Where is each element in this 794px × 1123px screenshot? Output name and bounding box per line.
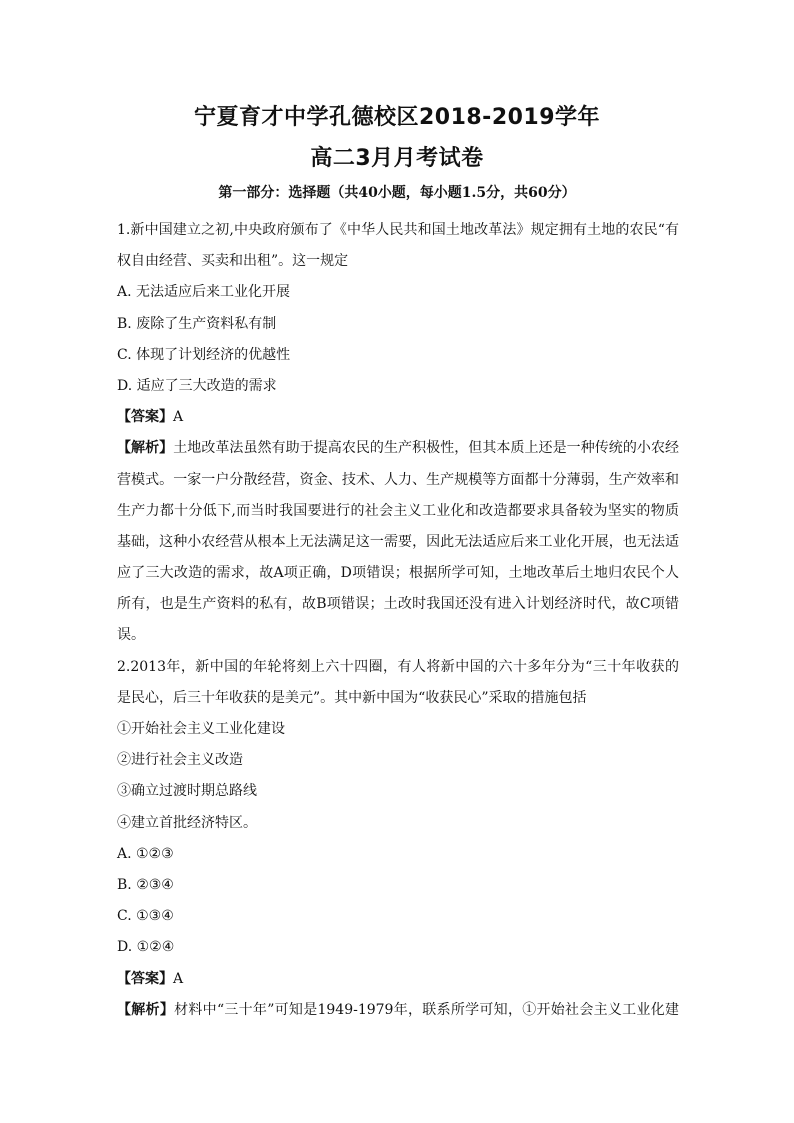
question-1-answer xyxy=(117,402,679,433)
analysis-line: 生产力都十分低下,而当时我国要进行的社会主义工业化和改造都要求具备较为坚实的物质 xyxy=(117,502,679,519)
answer-label: 【答案】 xyxy=(117,970,173,987)
question-1-stem-cont: 权自由经营、买卖和出租”。这一规定 xyxy=(117,253,349,270)
analysis-text: 材料中“三十年”可知是1949-1979年，联系所学可知，①开始社会主义工业化建 xyxy=(174,1001,679,1018)
question-2-stem: 2.2013年，新中国的年轮将刻上六十四圈，有人将新中国的六十多年分为“三十年收获的 xyxy=(117,658,679,675)
question-1-option-b: B. 废除了生产资料私有制 xyxy=(117,315,277,332)
analysis-text: 土地改革法虽然有助于提高农民的生产积极性，但其本质上还是一种传统的小农经 xyxy=(173,440,680,457)
question-2-option-b: B. ②③④ xyxy=(117,876,174,893)
question-2-option-d: D. ①②④ xyxy=(117,939,175,956)
analysis-line: 营模式。一家一户分散经营，资金、技术、人力、生产规模等方面都十分薄弱，生产效率和 xyxy=(117,471,679,488)
question-1-stem: 1.新中国建立之初,中央政府颁布了《中华人民共和国土地改革法》规定拥有土地的农民“有 xyxy=(117,222,679,238)
question-2-item-2: ②进行社会主义改造 xyxy=(117,752,243,769)
exam-title: 宁夏育才中学孔德校区2018-2019学年 xyxy=(193,105,601,130)
question-1-option-d: D. 适应了三大改造的需求 xyxy=(117,377,277,394)
analysis-label: 【解析】 xyxy=(117,1001,175,1018)
question-2-item-4: ④建立首批经济特区。 xyxy=(117,814,257,831)
section-heading: 第一部分：选择题（共40小题，每小题1.5分，共60分） xyxy=(218,185,576,201)
question-2-item-1: ①开始社会主义工业化建设 xyxy=(117,721,285,737)
question-1-option-c: C. 体现了计划经济的优越性 xyxy=(117,346,291,363)
question-2-stem-cont: 是民心，后三十年收获的是美元”。其中新中国为“收获民心”采取的措施包括 xyxy=(117,689,587,706)
question-2-answer xyxy=(117,964,679,995)
analysis-line: 应了三大改造的需求，故A项正确，D项错误；根据所学可知，土地改革后土地归农民个人 xyxy=(117,565,679,582)
question-1-analysis xyxy=(117,433,679,464)
answer-label: 【答案】 xyxy=(117,409,173,426)
question-2-analysis xyxy=(117,995,679,1026)
analysis-label: 【解析】 xyxy=(117,440,174,457)
exam-subtitle: 高二3月月考试卷 xyxy=(310,146,484,171)
analysis-line: 基础，这种小农经营从根本上无法满足这一需要，因此无法适应后来工业化开展，也无法适 xyxy=(117,533,679,550)
question-2-option-c: C. ①③④ xyxy=(117,908,174,925)
analysis-line: 所有，也是生产资料的私有，故B项错误；土改时我国还没有进入计划经济时代，故C项错 xyxy=(117,596,679,613)
analysis-line: 误。 xyxy=(117,627,145,644)
answer-value: A xyxy=(173,409,184,426)
question-1-option-a: A. 无法适应后来工业化开展 xyxy=(117,284,291,301)
question-2-item-3: ③确立过渡时期总路线 xyxy=(117,783,257,800)
answer-value: A xyxy=(173,970,184,987)
question-content xyxy=(117,215,679,1026)
question-2-option-a: A. ①②③ xyxy=(117,845,174,862)
